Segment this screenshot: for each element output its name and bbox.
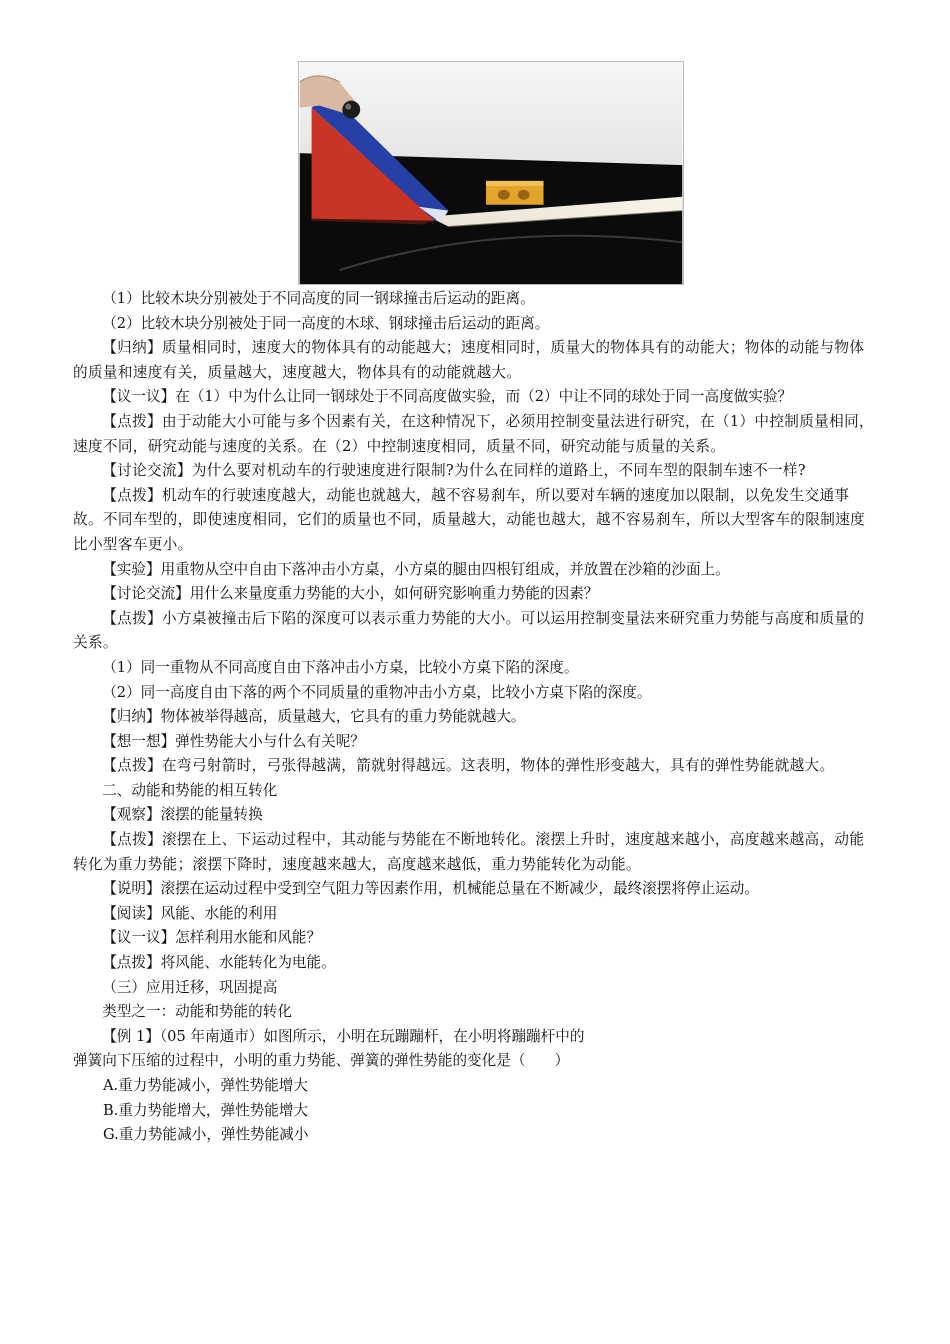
type-heading: 类型之一：动能和势能的转化 — [102, 1003, 292, 1021]
hint-elastic: 【点拨】在弯弓射箭时，弓张得越满，箭就射得越远。这表明，物体的弹性形变越大，具有的弹性势能就越大。 — [102, 757, 835, 775]
hint-wind-water: 【点拨】将风能、水能转化为电能。 — [102, 954, 336, 972]
option-c: G.重力势能减小，弹性势能减小 — [103, 1126, 309, 1144]
observe-pendulum: 【观察】滚摆的能量转换 — [102, 806, 263, 824]
example-1-line-2: 弹簧向下压缩的过程中，小明的重力势能、弹簧的弹性势能的变化是（ ） — [73, 1052, 570, 1070]
hint-speed-limit: 【点拨】机动车的行驶速度越大，动能也就越大，越不容易刹车，所以要对车辆的速度加以限制，以免发生交通事故。不同车型的，即使速度相同，它们的质量也不同，质量越大，动能也越大，越不容易刹车，所以大型客车的限制速度比小型客车更小。 — [73, 486, 866, 553]
section-heading: 二、动能和势能的相互转化 — [102, 781, 278, 799]
option-b: B.重力势能增大，弹性势能增大 — [103, 1101, 309, 1119]
discussion-potential: 【讨论交流】用什么来量度重力势能的大小，如何研究影响重力势能的因素？ — [102, 585, 599, 603]
step-potential-2: （2）同一高度自由下落的两个不同质量的重物冲击小方桌，比较小方桌下陷的深度。 — [102, 683, 652, 701]
subsection-heading: （三）应用迁移，巩固提高 — [102, 978, 278, 996]
hint-control-variable: 【点拨】由于动能大小可能与多个因素有关，在这种情况下，必须用控制变量法进行研究，在（1）中控制质量相同，速度不同，研究动能与速度的关系。在（2）中控制速度相同，质量不同，研究动能与质量的关系。 — [73, 412, 874, 455]
hint-potential: 【点拨】小方桌被撞击后下陷的深度可以表示重力势能的大小。可以运用控制变量法来研究重力势能与高度和质量的关系。 — [73, 609, 865, 652]
note-friction: 【说明】滚摆在运动过程中受到空气阻力等因素作用，机械能总量在不断减少，最终滚摆将停止运动。 — [102, 880, 759, 898]
step-potential-1: （1）同一重物从不同高度自由下落冲击小方桌，比较小方桌下陷的深度。 — [102, 658, 579, 676]
discussion-question: 【议一议】在（1）中为什么让同一钢球处于不同高度做实验，而（2）中让不同的球处于同一高度做实验？ — [102, 388, 793, 406]
experiment-photo — [298, 61, 684, 285]
step-2: （2）比较木块分别被处于同一高度的木球、钢球撞击后运动的距离。 — [102, 314, 550, 332]
body-text — [73, 287, 879, 1148]
discuss-wind-water: 【议一议】怎样利用水能和风能？ — [102, 929, 322, 947]
hint-pendulum: 【点拨】滚摆在上、下运动过程中，其动能与势能在不断地转化。滚摆上升时，速度越来越小，高度越来越高，动能转化为重力势能；滚摆下降时，速度越来越大，高度越来越低，重力势能转化为动能。 — [73, 831, 865, 873]
example-1-line-1: 【例 1】（05 年南通市）如图所示，小明在玩蹦蹦杆，在小明将蹦蹦杆中的 — [102, 1027, 585, 1045]
step-1: （1）比较木块分别被处于不同高度的同一钢球撞击后运动的距离。 — [102, 290, 535, 307]
summary-kinetic: 【归纳】质量相同时，速度大的物体具有的动能越大；速度相同时，质量大的物体具有的动能大；物体的动能与物体的质量和速度有关，质量越大，速度越大，物体具有的动能就越大。 — [73, 339, 865, 381]
reading-wind-water: 【阅读】风能、水能的利用 — [102, 904, 278, 922]
option-a: A.重力势能减小，弹性势能增大 — [103, 1077, 308, 1094]
think-elastic: 【想一想】弹性势能大小与什么有关呢？ — [102, 732, 365, 750]
discussion-speed-limit: 【讨论交流】为什么要对机动车的行驶速度进行限制?为什么在同样的道路上，不同车型的限制车速不一样? — [102, 462, 806, 480]
experiment-table: 【实验】用重物从空中自由下落冲击小方桌，小方桌的腿由四根钉组成，并放置在沙箱的沙面上。 — [102, 560, 730, 578]
summary-potential: 【归纳】物体被举得越高，质量越大，它具有的重力势能就越大。 — [102, 708, 526, 726]
